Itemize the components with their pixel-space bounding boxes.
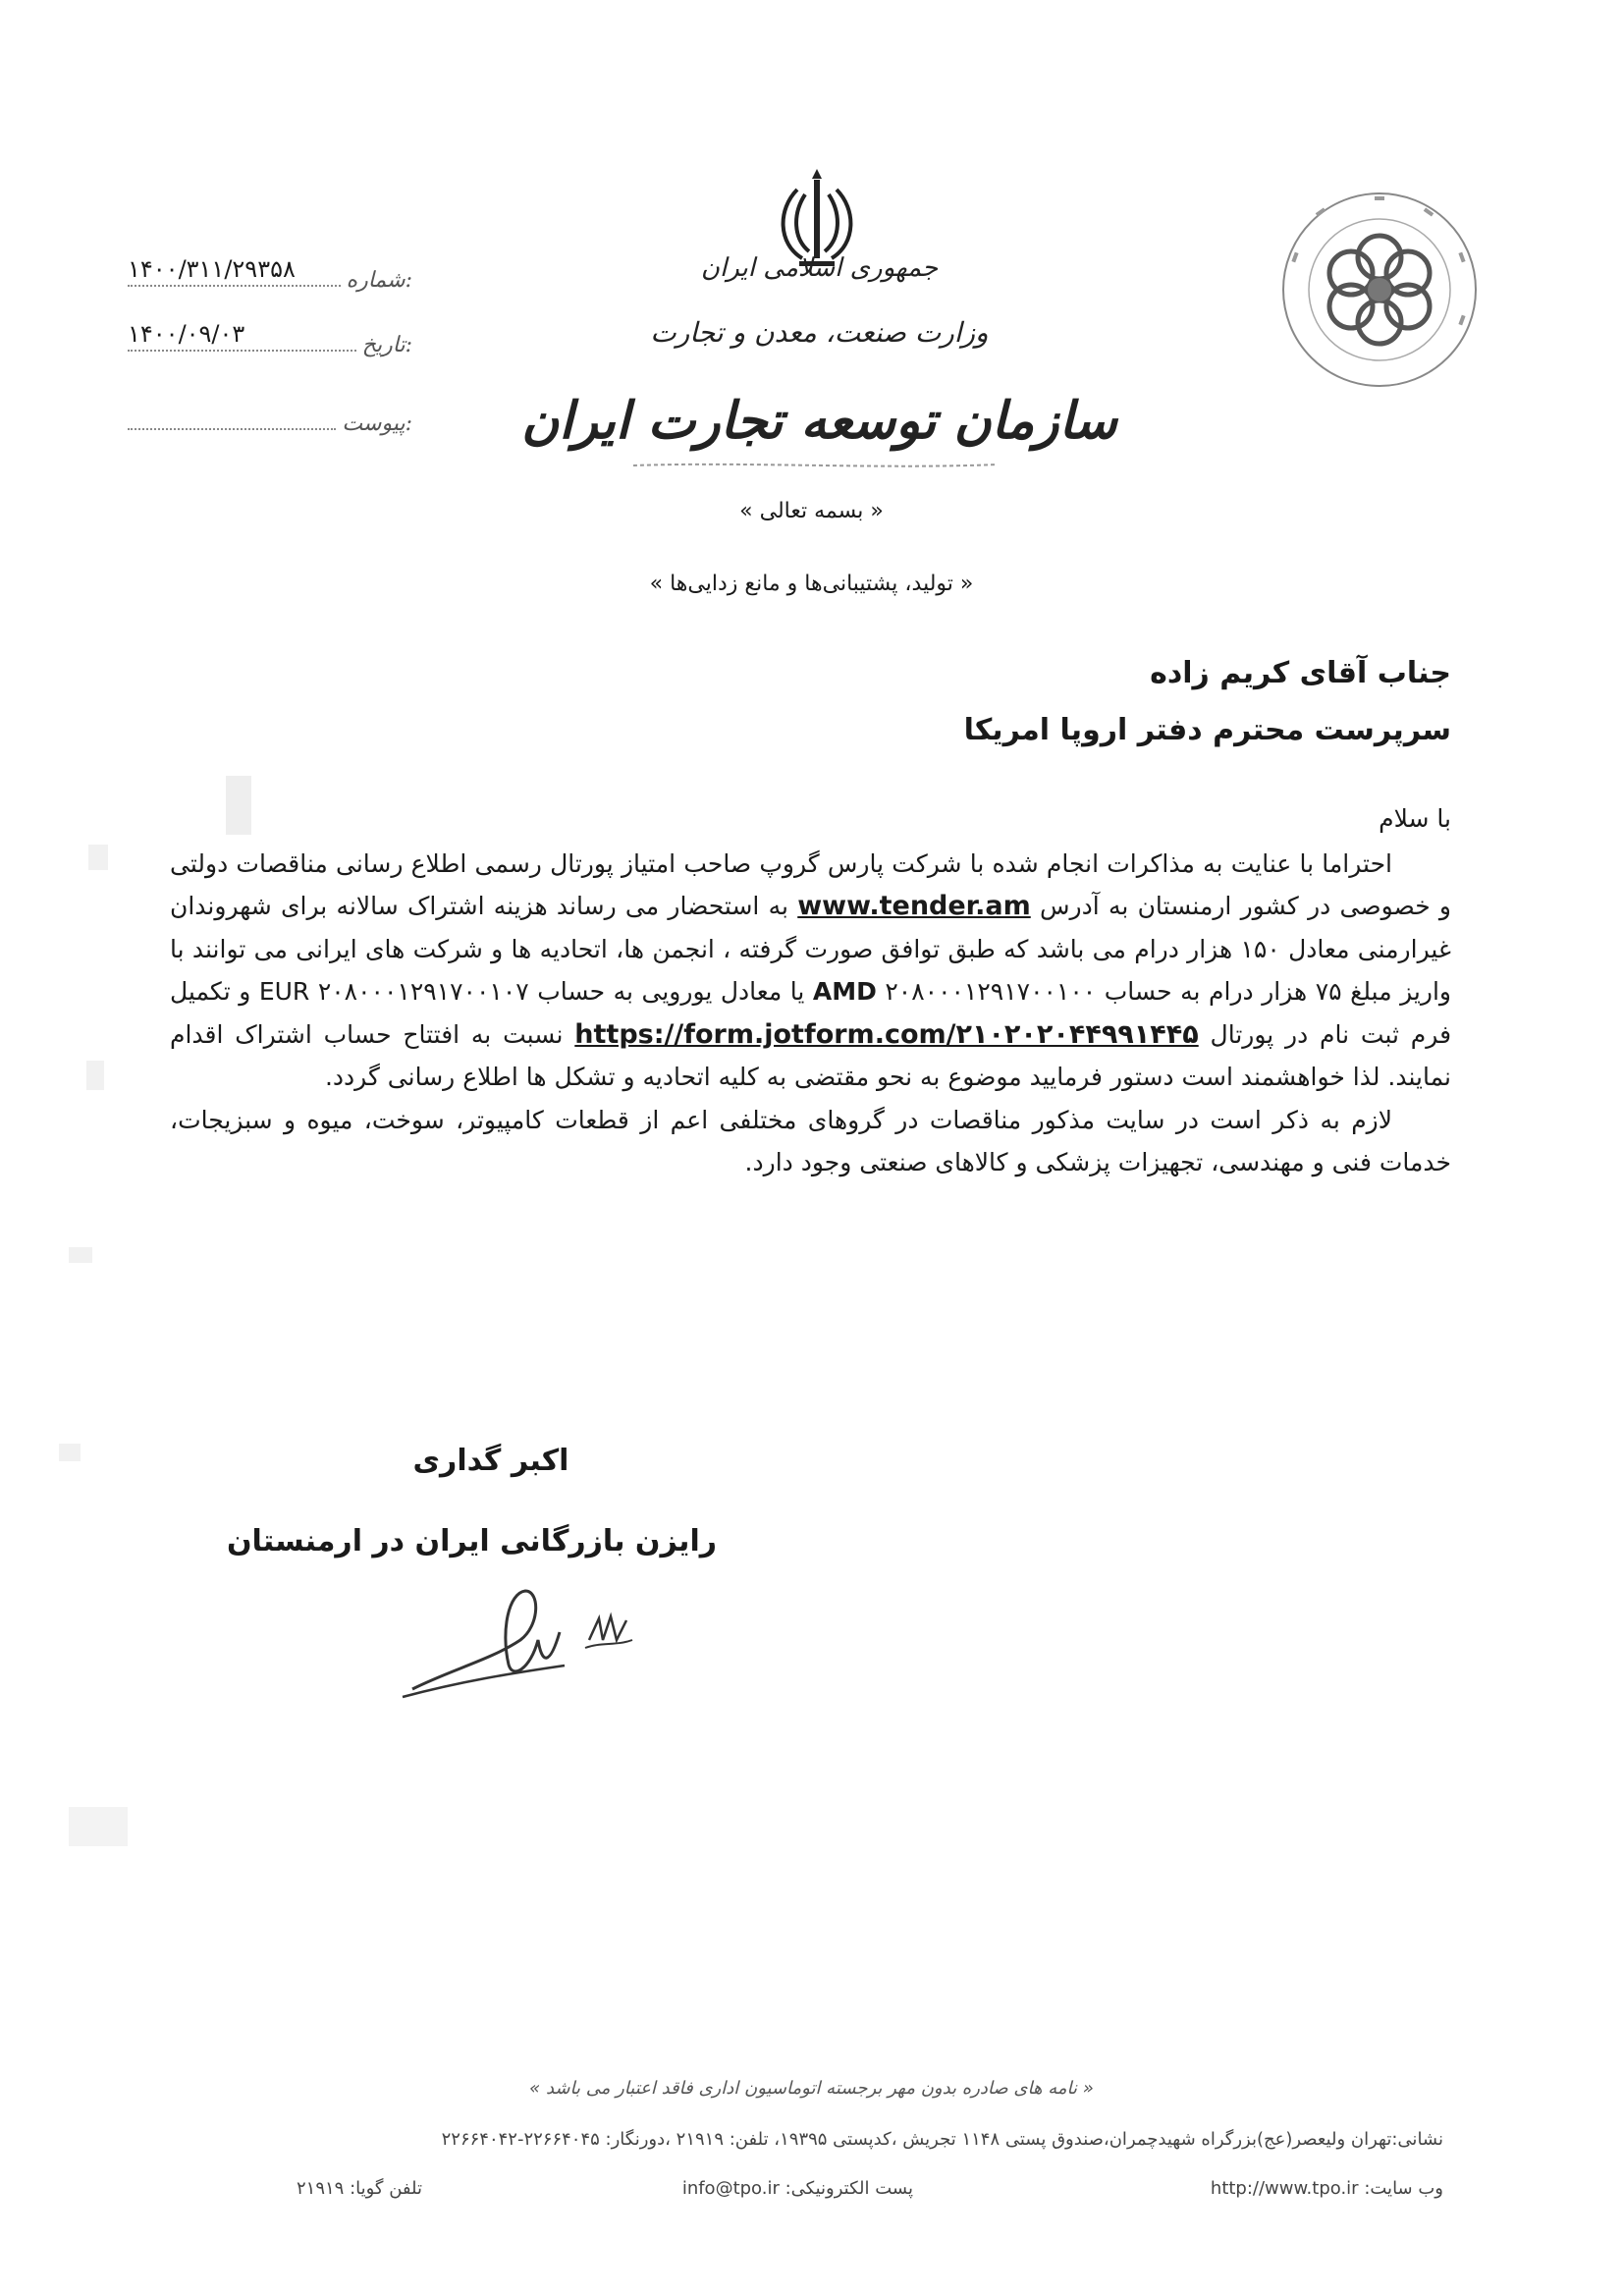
letter-number-value: ۱۴۰۰/۳۱۱/۲۹۳۵۸ <box>128 255 296 283</box>
body-p1-part-d: و تکمیل فرم ثبت نام در پورتال <box>170 977 1452 1049</box>
footer-note: « نامه های صادره بدون مهر برجسته اتوماسیون اداری فاقد اعتبار می باشد » <box>529 2078 1094 2099</box>
attachment-label: پیوست: <box>342 411 412 436</box>
letter-number-row <box>128 257 412 293</box>
signer-title: رایزن بازرگانی ایران در ارمنستان <box>226 1524 717 1558</box>
footer-address: نشانی:تهران ولیعصر(عج)بزرگراه شهیدچمران،صندوق پستی ۱۱۴۸ تجریش ،کدپستی ۱۹۳۹۵، تلفن: ۲۱۹۱۹ ،دورنگار: ۲۲۶۶۴۰۴۵-۲۲۶۶۴۰۴۲ <box>441 2129 1443 2150</box>
year-slogan: « تولید، پشتیبانی‌ها و مانع زدایی‌ها » <box>649 572 974 596</box>
currency-amd: AMD <box>812 977 877 1006</box>
footer-phone: تلفن گویا: ۲۱۹۱۹ <box>297 2178 422 2199</box>
currency-eur: EUR <box>258 977 310 1006</box>
header-ministry: وزارت صنعت، معدن و تجارت <box>650 316 989 349</box>
footer-contacts <box>157 2178 1443 2208</box>
tender-domain-link[interactable]: www.tender.am <box>797 891 1031 921</box>
addressee-title: سرپرست محترم دفتر اروپا امریکا <box>963 713 1451 747</box>
header-underline-decoration <box>628 460 1001 471</box>
body-p1-part-c: یا معادل یورویی به حساب ۲۰۸۰۰۰۱۲۹۱۷۰۰۱۰۷ <box>317 977 805 1006</box>
tpo-logo-seal <box>1276 187 1483 393</box>
body-paragraph-1 <box>170 843 1451 1099</box>
letter-date-row <box>128 322 412 357</box>
jotform-link[interactable]: https://form.jotform.com/۲۱۰۲۰۲۰۴۴۹۹۱۴۴۵ <box>574 1018 1199 1050</box>
signer-name: اکبر گداری <box>412 1444 569 1478</box>
handwritten-signature <box>393 1571 648 1709</box>
bismillah: « بسمه تعالی » <box>739 499 884 523</box>
letter-number-label: شماره: <box>346 268 412 293</box>
body-p1-part-e: نسبت به افتتاح حساب اشتراک اقدام نمایند. لذا خواهشمند است دستور فرمایید موضوع به نحو مقتضی به کلیه اتحادیه و تشکل ها اطلاع رسانی گردد. <box>170 1019 1451 1091</box>
addressee-name: جناب آقای کریم زاده <box>1150 656 1451 690</box>
attachment-row <box>128 401 412 436</box>
header-republic: جمهوری اسلامی ایران <box>700 253 939 283</box>
greeting: با سلام <box>1379 804 1451 833</box>
letter-body <box>170 797 1451 1184</box>
letter-date-value: ۱۴۰۰/۰۹/۰۳ <box>128 320 245 348</box>
header-organization: سازمان توسعه تجارت ایران <box>521 391 1117 451</box>
footer-email[interactable]: پست الکترونیکی: info@tpo.ir <box>681 2178 913 2199</box>
footer-website[interactable]: وب سایت: http://www.tpo.ir <box>1210 2178 1443 2199</box>
body-paragraph-2: لازم به ذکر است در سایت مذکور مناقصات در گروهای مختلفی اعم از قطعات کامپیوتر، سوخت، میوه و سبزیجات، خدمات فنی و مهندسی، تجهیزات پزشکی و کالاهای صنعتی وجود دارد. <box>170 1105 1451 1176</box>
letter-date-label: تاریخ: <box>361 333 412 357</box>
body-p1-part-a: احتراما با عنایت به مذاکرات انجام شده با شرکت پارس گروپ صاحب امتیاز پورتال رسمی اطلاع رسانی مناقصات دولتی و خصوصی در کشور ارمنستان به آدرس <box>170 848 1451 920</box>
body-p1-part-b: به استحضار می رساند هزینه اشتراک سالانه برای شهروندان غیرارمنی معادل ۱۵۰ هزار درام می باشد که طبق توافق صورت گرفته ، انجمن ها، اتحادیه ها و شرکت های ایرانی می توانند با واریز مبلغ ۷۵ هزار درام به حساب ۲۰۸۰۰۰۱۲۹۱۷۰۰۱۰۰ <box>170 892 1451 1006</box>
